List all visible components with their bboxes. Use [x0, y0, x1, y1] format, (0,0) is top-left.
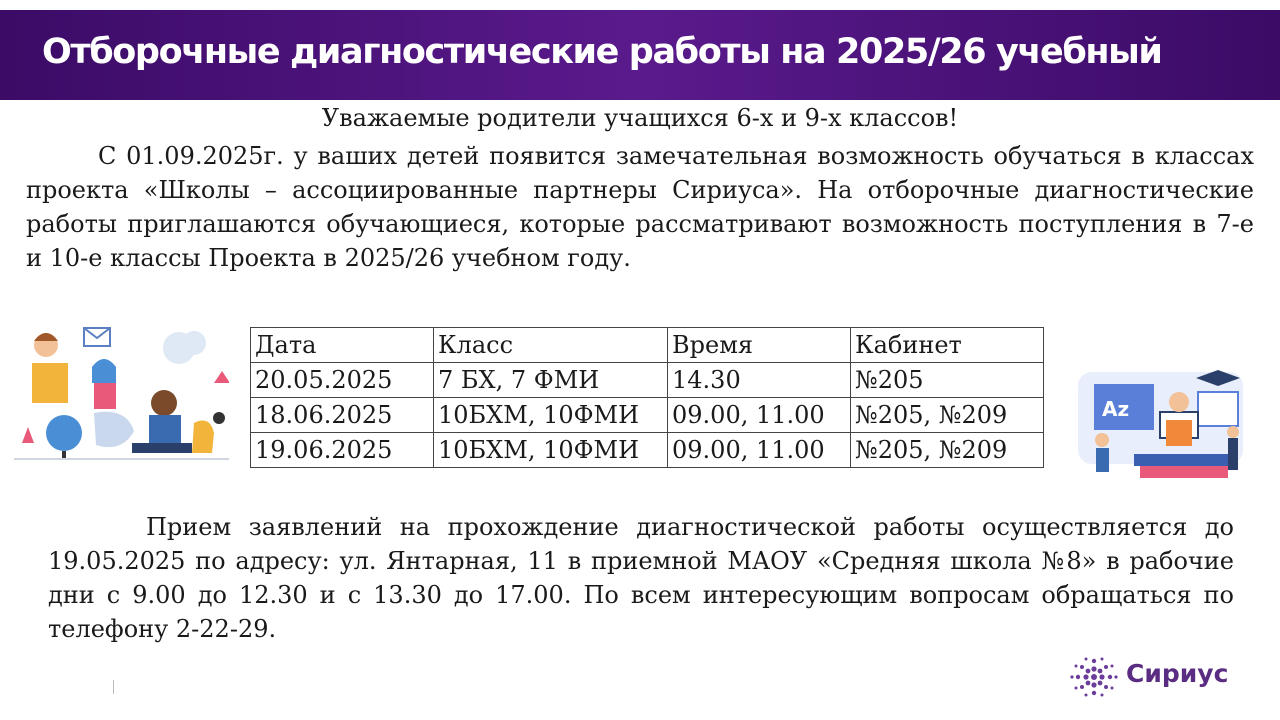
intro-paragraph [26, 139, 1254, 275]
table-cell: №205 [851, 363, 1044, 398]
column-header: Время [668, 328, 851, 363]
column-header: Кабинет [851, 328, 1044, 363]
divider [113, 680, 114, 694]
intro-text: С 01.09.2025г. у ваших детей появится замечательная возможность обучаться в классах проекта «Школы – ассоциированные партнеры Сириуса». На отборочные диагностические работы приглашаются обучающиеся, которые рассматривают возможность поступления в 7-е и 10-е классы Проекта в 2025/26 учебном году. [26, 142, 1254, 272]
table-cell: 10БХМ, 10ФМИ [434, 433, 668, 468]
children-learning-illustration [14, 323, 229, 463]
table-cell: 09.00, 11.00 [668, 433, 851, 468]
table-cell: 14.30 [668, 363, 851, 398]
column-header: Дата [251, 328, 434, 363]
column-header: Класс [434, 328, 668, 363]
page-title: Отборочные диагностические работы на 2025/26 учебный [42, 32, 1162, 72]
closing-paragraph [48, 510, 1234, 646]
svg-text:Az: Az [1102, 397, 1130, 421]
sirius-logo-icon [1066, 652, 1122, 702]
table-cell: №205, №209 [851, 433, 1044, 468]
closing-text: Прием заявлений на прохождение диагностической работы осуществляется до 19.05.2025 по адресу: ул. Янтарная, 11 в приемной МАОУ «Средняя школа №8» в рабочие дни с 9.00 до 12.30 и с 13.30 до 17.00. По всем интересующим вопросам обращаться по телефону 2-22-29. [48, 513, 1234, 643]
sirius-logo [1066, 652, 1256, 702]
table-row [251, 363, 1044, 398]
table-cell: 20.05.2025 [251, 363, 434, 398]
title-banner [0, 10, 1280, 100]
table-cell: №205, №209 [851, 398, 1044, 433]
table-cell: 09.00, 11.00 [668, 398, 851, 433]
sirius-logo-text: Сириус [1126, 659, 1229, 688]
table-cell: 7 БХ, 7 ФМИ [434, 363, 668, 398]
table-cell: 10БХМ, 10ФМИ [434, 398, 668, 433]
greeting: Уважаемые родители учащихся 6-х и 9-х классов! [321, 104, 959, 132]
table-cell: 19.06.2025 [251, 433, 434, 468]
students-study-illustration [1068, 362, 1263, 490]
table-header-row [251, 328, 1044, 363]
table-row [251, 398, 1044, 433]
schedule-table [250, 327, 1044, 468]
table-row [251, 433, 1044, 468]
table-cell: 18.06.2025 [251, 398, 434, 433]
